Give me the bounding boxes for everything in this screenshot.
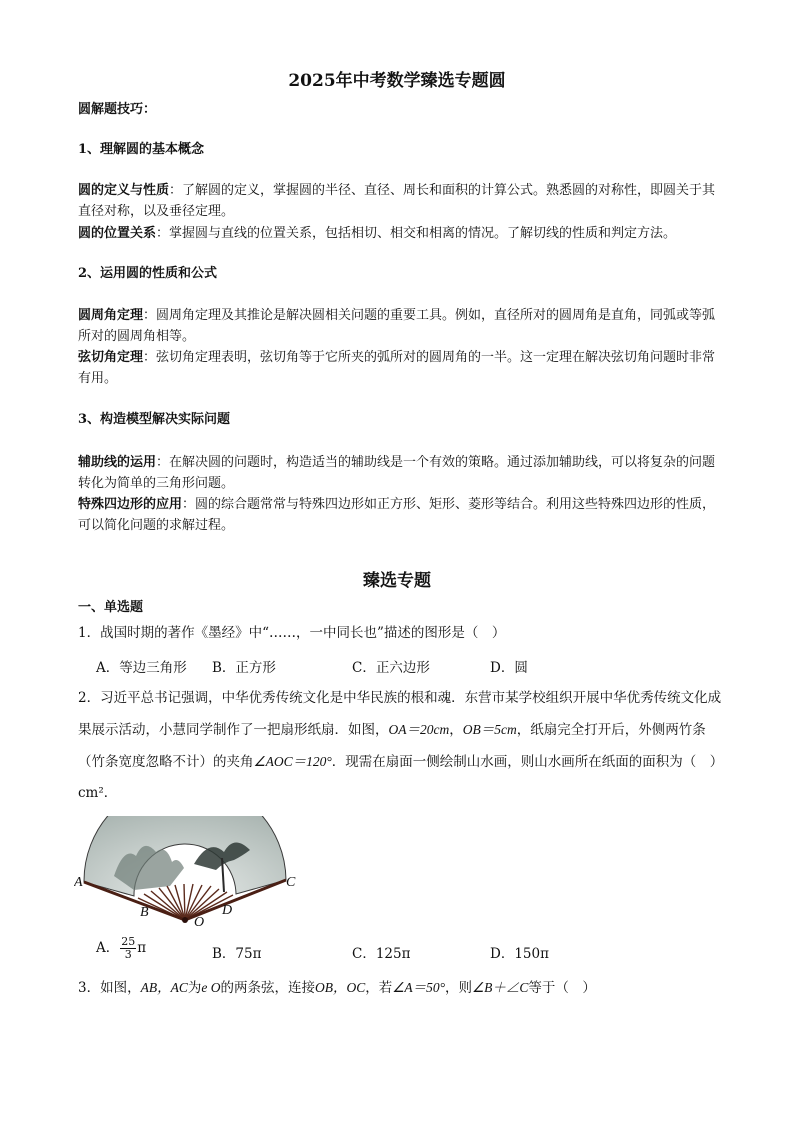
section-title: 臻选专题 [363,571,431,591]
tip-section-3-title: 3、构造模型解决实际问题 [78,412,231,427]
stem-text: 等于（ ） [528,980,596,996]
label-d: D [222,903,233,918]
label-c: C [286,875,296,890]
question-3-stem [78,972,722,1004]
math-angle: ∠AOC＝120° [253,754,332,769]
stem-text: ．现需在扇面一侧绘制山水画，则山水画所在纸面的面积为（ ）cm²． [78,754,717,801]
math-chords: AB，AC [140,980,188,995]
option-b: B．75π [212,946,262,962]
tip-section-1-title: 1、理解圆的基本概念 [78,142,205,157]
tip-3-paragraph-2 [78,494,718,536]
term-text: ：弦切角定理表明，弦切角等于它所夹的弧所对的圆周角的一半。这一定理在解决弦切角问题时非常有用。 [78,350,716,386]
option-b: B．正方形 [212,660,276,676]
option-c: C．125π [352,946,411,962]
fraction-denominator: 3 [124,948,132,961]
tip-1-paragraph-1 [78,180,718,222]
option-d: D．圆 [490,660,528,676]
label-a: A [74,875,83,890]
tips-heading: 圆解题技巧： [78,102,157,117]
option-c: C．正六边形 [352,660,430,676]
math-radii: OB，OC [314,980,366,995]
term-text: ：了解圆的定义，掌握圆的半径、直径、周长和面积的计算公式。熟悉圆的对称性，即圆关于其直径对称，以及垂径定理。 [78,183,716,219]
tip-2-paragraph-2 [78,347,718,389]
option-a-prefix: A． [96,940,120,956]
stem-text: 为 [187,980,202,996]
part-heading: 一、单选题 [78,600,144,615]
stem-text: 的两条弦，连接 [220,980,315,996]
tip-section-2-title: 2、运用圆的性质和公式 [78,266,218,281]
folding-fan-figure [74,816,304,928]
term-label: 弦切角定理 [78,350,144,365]
pivot-o [182,917,188,923]
math-circle: e O [201,980,221,995]
question-2-stem [78,683,722,809]
question-1-stem: 1．战国时期的著作《墨经》中“……，一中同长也”描述的图形是（ ） [78,625,506,641]
term-label: 辅助线的运用 [78,455,157,470]
math-angle: ∠A＝50° [392,980,445,995]
math-sum: ∠B＋∠C [471,980,529,995]
option-d: D．150π [490,946,549,962]
term-label: 圆的位置关系 [78,226,157,241]
term-label: 特殊四边形的应用 [78,497,183,512]
tip-2-paragraph-1 [78,305,718,347]
term-label: 圆周角定理 [78,308,144,323]
math-ob: OB＝5cm [462,722,517,737]
document-title: 2025年中考数学臻选专题圆 [288,71,506,91]
stem-text: ，纸扇完全打开后，外侧两竹条（竹条宽度忽略不计）的夹角 [78,722,706,770]
stem-separator: ， [449,722,463,738]
term-text: ：圆周角定理及其推论是解决圆相关问题的重要工具。例如，直径所对的圆周角是直角，同弧或等弧所对的圆周角相等。 [78,308,716,344]
fraction-numerator: 25 [121,935,136,948]
term-text: ：圆的综合题常常与特殊四边形如正方形、矩形、菱形等结合。利用这些特殊四边形的性质，可以简化问题的求解过程。 [78,497,716,533]
fraction [120,936,136,961]
math-oa: OA＝20cm [388,722,450,737]
label-o: O [194,915,205,928]
stem-text: ，则 [444,980,472,996]
term-text: ：掌握圆与直线的位置关系，包括相切、相交和相离的情况。了解切线的性质和判定方法。 [156,226,677,241]
fan-ribs [138,884,233,920]
label-b: B [140,905,149,920]
term-text: ：在解决圆的问题时，构造适当的辅助线是一个有效的策略。通过添加辅助线，可以将复杂的问题转化为简单的三角形问题。 [78,455,716,491]
term-label: 圆的定义与性质 [78,183,170,198]
fan-paper [84,816,286,896]
option-a [96,936,146,961]
tip-3-paragraph-1 [78,452,718,494]
tip-1-paragraph-2 [78,223,718,244]
option-a: A．等边三角形 [96,660,187,676]
stem-text: 3．如图， [78,980,141,996]
option-a-suffix: π [137,940,147,956]
stem-text: 2．习近平总书记强调，中华优秀传统文化是中华民族的根和魂．东营市某学校组织开展中华优秀传统文化成果展示活动，小慧同学制作了一把扇形纸扇．如图， [78,690,722,738]
stem-text: ，若 [365,980,393,996]
